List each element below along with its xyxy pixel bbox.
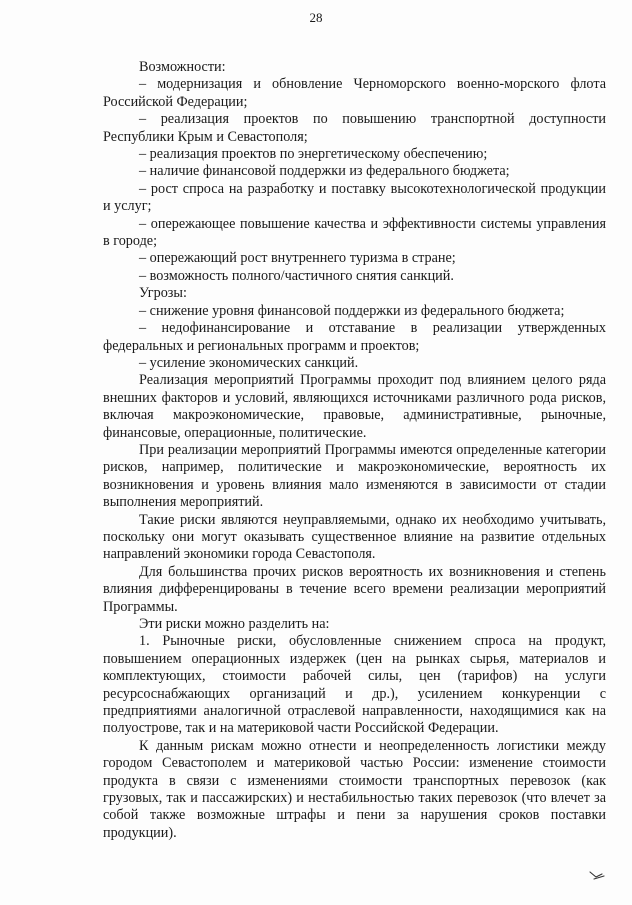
list-item: – возможность полного/частичного снятия санкций. [139, 267, 454, 284]
list-item: – реализация проектов по повышению транспортной доступности Республики Крым и Севастополя; [103, 111, 606, 145]
section-heading-threats: Угрозы: [139, 285, 187, 302]
body-paragraph: Для большинства прочих рисков вероятность их возникновения и степень влияния дифференцированы в течение всего времени реализации мероприятий Программы. [103, 563, 606, 615]
list-item: – реализация проектов по энергетическому обеспечению; [139, 146, 488, 163]
initials-mark [588, 868, 608, 882]
page-number: 28 [309, 10, 323, 25]
list-item: – опережающее повышение качества и эффективности системы управления в городе; [103, 215, 606, 250]
list-item: – модернизация и обновление Черноморского военно-морского флота Российской Федерации; [103, 76, 606, 110]
list-item: – усиление экономических санкций. [139, 354, 359, 371]
body-paragraph: 1. Рыночные риски, обусловленные снижением спроса на продукт, повышением операционных издержек (цен на рынках сырья, материалов и комплектующих, стоимости рабочей силы, цен (тарифов) на услуги ресурсоснабжающих организаций и др.), усилением конкуренции с предприятиями аналогичной отраслевой направленности, находящимися как на полуострове, так и на материковой части Российской Федерации. [103, 633, 606, 737]
list-item: – снижение уровня финансовой поддержки из федерального бюджета; [139, 302, 565, 319]
section-heading-opportunities: Возможности: [139, 59, 226, 75]
body-paragraph: К данным рискам можно отнести и неопределенность логистики между городом Севастополем и материковой частью России: изменение стоимости продукта в связи с изменениями стоимости транспортных перевозок (как грузовых, так и пассажирских) и нестабильностью таких перевозок (что влечет за собой также возможные штрафы и пени за нарушения сроков поставки продукции). [103, 737, 606, 841]
body-paragraph: Эти риски можно разделить на: [139, 616, 330, 632]
body-paragraph: Реализация мероприятий Программы проходит под влиянием целого ряда внешних факторов и условий, являющихся источниками различного рода рисков, включая макроэкономические, правовые, административные, рыночные, финансовые, операционные, политические. [103, 372, 606, 441]
list-item: – опережающий рост внутреннего туризма в стране; [139, 250, 456, 267]
list-item: – рост спроса на разработку и поставку высокотехнологической продукции и услуг; [103, 180, 606, 215]
list-item: – недофинансирование и отставание в реализации утвержденных федеральных и региональных программ и проектов; [103, 320, 606, 354]
document-body [103, 59, 606, 842]
list-item: – наличие финансовой поддержки из федерального бюджета; [139, 163, 510, 180]
body-paragraph: При реализации мероприятий Программы имеются определенные категории рисков, например, политические и макроэкономические, вероятность их возникновения и уровень влияния мало изменяются в зависимости от стадии выполнения мероприятий. [103, 441, 606, 511]
body-paragraph: Такие риски являются неуправляемыми, однако их необходимо учитывать, поскольку они могут оказывать существенное влияние на развитие отдельных направлений экономики города Севастополя. [103, 511, 606, 563]
